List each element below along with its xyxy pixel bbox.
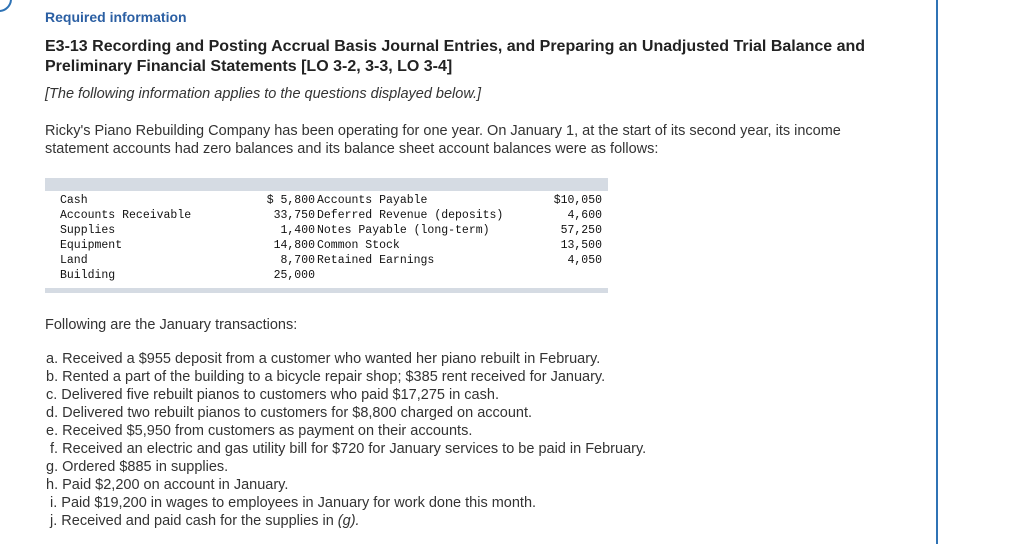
asset-account-name: Accounts Receivable: [60, 209, 192, 222]
transaction-item: [46, 440, 906, 458]
asset-account-amount: 8,700: [280, 254, 315, 267]
transaction-text: i. Paid $19,200 in wages to employees in January for work done this month.: [46, 495, 537, 511]
asset-account-amount: 33,750: [273, 209, 315, 222]
asset-account-amount: 25,000: [273, 269, 315, 282]
transaction-item: [46, 494, 906, 512]
transaction-text: d. Delivered two rebuilt pianos to customers for $8,800 charged on account.: [46, 405, 533, 421]
liability-equity-account-name: Deferred Revenue (deposits): [317, 209, 504, 222]
asset-account-name: Land: [60, 254, 88, 267]
instruction-note: [The following information applies to the questions displayed below.]: [45, 86, 482, 102]
balance-sheet-table: [45, 178, 608, 294]
transaction-item: [46, 368, 906, 386]
transaction-text: c. Delivered five rebuilt pianos to customers who paid $17,275 in cash.: [46, 387, 499, 403]
table-top-band: [45, 178, 608, 191]
transaction-text: e. Received $5,950 from customers as payment on their accounts.: [46, 423, 473, 439]
liability-equity-account-amount: 4,600: [567, 209, 602, 222]
transaction-item: [46, 458, 906, 476]
table-row: [45, 253, 608, 268]
asset-account-name: Supplies: [60, 224, 116, 237]
transaction-item: [46, 512, 906, 530]
transaction-text: a. Received a $955 deposit from a customer who wanted her piano rebuilt in February.: [46, 351, 601, 367]
intro-paragraph: Ricky's Piano Rebuilding Company has been operating for one year. On January 1, at the start of its second year, its income statement accounts had zero balances and its balance sheet account balances were as follows:: [45, 123, 841, 157]
table-row: [45, 208, 608, 223]
liability-equity-account-name: Retained Earnings: [317, 254, 435, 267]
liability-equity-account-amount: 57,250: [560, 224, 602, 237]
asset-account-name: Equipment: [60, 239, 123, 252]
table-row: [45, 193, 608, 208]
table-row: [45, 268, 608, 283]
liability-equity-account-amount: 13,500: [560, 239, 602, 252]
table-bottom-band: [45, 288, 608, 293]
transaction-text: f. Received an electric and gas utility bill for $720 for January services to be paid in February.: [46, 441, 647, 457]
transaction-item: [46, 476, 906, 494]
exercise-heading: E3-13 Recording and Posting Accrual Basis Journal Entries, and Preparing an Unadjusted Trial Balance and Preliminary Financial Statements [LO 3-2, 3-3, LO 3-4]: [45, 38, 866, 75]
transaction-item: [46, 350, 906, 368]
corner-circle-icon: [0, 0, 12, 12]
liability-equity-account-name: Notes Payable (long-term): [317, 224, 490, 237]
liability-equity-account-name: Accounts Payable: [317, 194, 428, 207]
table-row: [45, 238, 608, 253]
transaction-text: b. Rented a part of the building to a bicycle repair shop; $385 rent received for January.: [46, 369, 606, 385]
asset-account-amount: 14,800: [273, 239, 315, 252]
liability-equity-account-amount: 4,050: [567, 254, 602, 267]
asset-account-amount: $ 5,800: [266, 194, 315, 207]
asset-account-name: Building: [60, 269, 116, 282]
asset-account-amount: 1,400: [280, 224, 315, 237]
transactions-list: [46, 350, 906, 530]
transaction-item: [46, 404, 906, 422]
transactions-intro: Following are the January transactions:: [45, 317, 298, 333]
table-row: [45, 223, 608, 238]
liability-equity-account-name: Common Stock: [317, 239, 400, 252]
transaction-reference: (g).: [337, 513, 360, 529]
transaction-text: j. Received and paid cash for the supplies in: [46, 513, 338, 529]
transaction-item: [46, 386, 906, 404]
transaction-item: [46, 422, 906, 440]
transaction-text: g. Ordered $885 in supplies.: [46, 459, 229, 475]
liability-equity-account-amount: $10,050: [553, 194, 602, 207]
asset-account-name: Cash: [60, 194, 88, 207]
required-information-label: Required information: [45, 9, 187, 25]
transaction-text: h. Paid $2,200 on account in January.: [46, 477, 289, 493]
